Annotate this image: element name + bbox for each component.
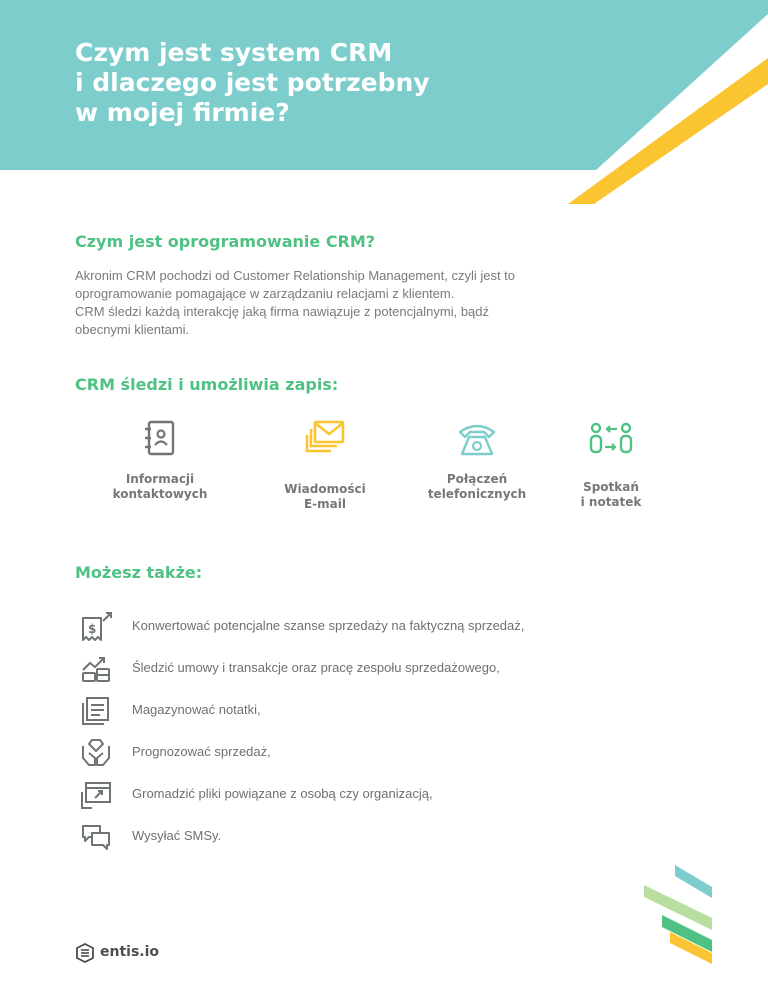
section-heading-you-can-also: Możesz także:	[75, 563, 203, 582]
intro-paragraph	[75, 267, 595, 339]
list-item-text: Wysyłać SMSy.	[132, 828, 222, 843]
page-title: Czym jest system CRM i dlaczego jest potrzebny w mojej firmie?	[75, 38, 430, 127]
sales-growth-icon	[80, 654, 114, 684]
section-heading-crm-tracks: CRM śledzi i umożliwia zapis:	[75, 375, 339, 394]
list-item	[80, 696, 680, 724]
section-heading-what-is-crm: Czym jest oprogramowanie CRM?	[75, 232, 376, 251]
intro-line: Akronim CRM pochodzi od Customer Relationship Management, czyli jest to	[75, 268, 516, 283]
receipt-convert-icon	[80, 612, 114, 642]
telephone-icon	[457, 420, 497, 458]
entis-logo-text: entis.io	[100, 944, 160, 960]
intro-line: oprogramowanie pomagające w zarządzaniu relacjami z klientem.	[75, 286, 455, 301]
notes-icon	[80, 696, 114, 726]
feature-email	[250, 420, 400, 511]
entis-logo-icon	[76, 943, 94, 963]
sms-icon	[80, 822, 114, 852]
feature-label: Spotkań i notatek	[580, 480, 642, 509]
list-item-text: Gromadzić pliki powiązane z osobą czy organizacją,	[132, 786, 433, 801]
feature-phone	[402, 420, 552, 501]
feature-contacts	[85, 420, 235, 501]
list-item	[80, 780, 680, 808]
list-item	[80, 654, 680, 682]
list-item	[80, 612, 680, 640]
list-item	[80, 738, 680, 766]
svg-text:$: $	[88, 622, 97, 636]
feature-label: Połączeń telefonicznych	[427, 472, 527, 501]
files-icon	[80, 780, 114, 810]
intro-line: obecnymi klientami.	[75, 322, 190, 337]
intro-line: CRM śledzi każdą interakcję jaką firma nawiązuje z potencjalnymi, bądź	[75, 304, 490, 319]
feature-label: Informacji kontaktowych	[112, 472, 208, 501]
decorative-stripes	[640, 860, 720, 970]
feature-label: Wiadomości E-mail	[284, 482, 366, 511]
list-item-text: Śledzić umowy i transakcje oraz pracę zespołu sprzedażowego,	[132, 660, 500, 675]
list-item	[80, 822, 680, 850]
list-item-text: Magazynować notatki,	[132, 702, 261, 717]
meeting-icon	[587, 420, 635, 456]
list-item-text: Prognozować sprzedaż,	[132, 744, 271, 759]
feature-meetings	[536, 420, 686, 509]
contact-book-icon	[142, 420, 178, 456]
list-item-text: Konwertować potencjalne szanse sprzedaży na faktyczną sprzedaż,	[132, 618, 525, 633]
forecast-icon	[80, 738, 114, 768]
email-icon	[303, 420, 347, 456]
